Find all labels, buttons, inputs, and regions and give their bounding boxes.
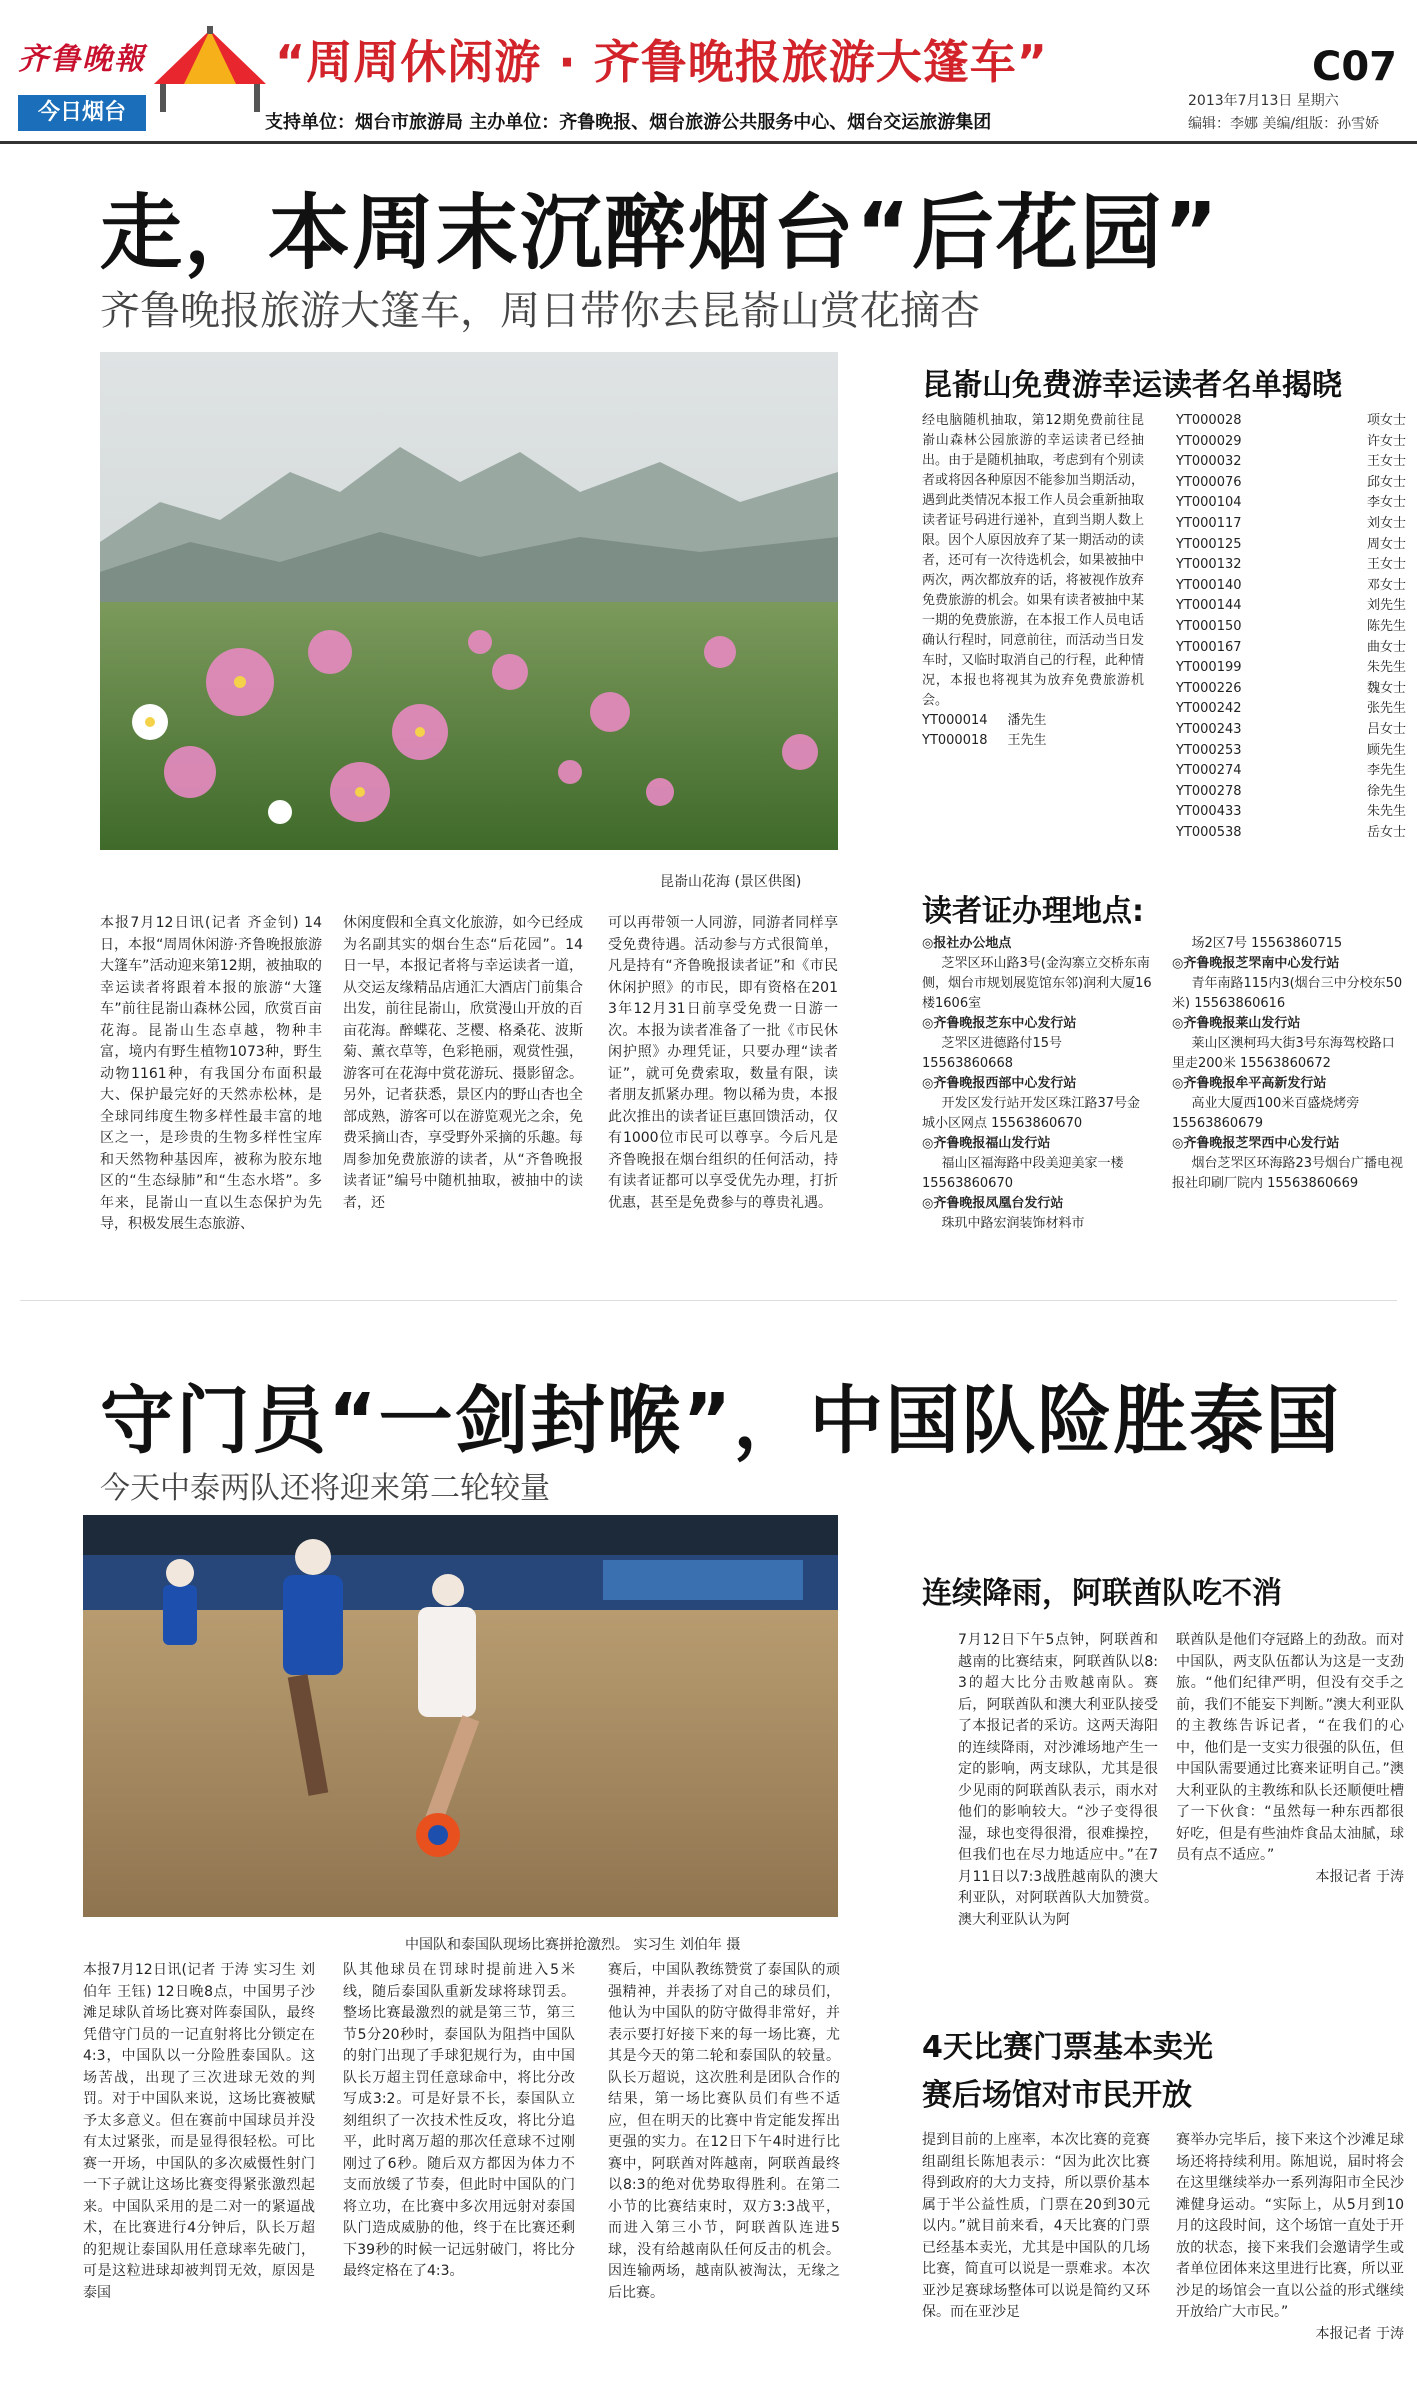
winner-id: YT000243 (1176, 721, 1242, 737)
winner-row (1176, 823, 1406, 844)
editor-credit: 编辑：李娜 美编/组版：孙雪娇 (1188, 116, 1380, 132)
winner-id: YT000150 (1176, 618, 1242, 634)
winner-id: YT000253 (1176, 742, 1242, 758)
winner-id: YT000018 (922, 733, 988, 748)
winner-name: 陈先生 (1366, 618, 1406, 634)
winner-name: 王先生 (1007, 733, 1047, 748)
side3-title-2: 赛后场馆对市民开放 (922, 2078, 1192, 2113)
winner-id: YT000132 (1176, 557, 1242, 573)
winner-id: YT000278 (1176, 783, 1242, 799)
page-number: C07 (1311, 44, 1397, 90)
location-address: 场2区7号 15563860715 (1191, 936, 1343, 951)
winner-row (1176, 782, 1406, 803)
side2-column-2-text: 联酋队是他们夺冠路上的劲敌。而对中国队，两支队伍都认为这是一支劲旅。“他们纪律严明，但没有交手之前，我们不能妄下判断。”澳大利亚队的主教练告诉记者，“在我们的心中，他们是一支实力很强的队伍，但中国队需要通过比赛来证明自己。”澳大利亚队的主教练和队长还顺便吐槽了一下伙食：“虽然每一种东西都很好吃，但是有些油炸食品太油腻，球员有点不适应。” (1176, 1632, 1404, 1863)
header-divider (0, 141, 1417, 144)
side3-column-2 (1176, 2130, 1404, 2345)
winner-row (1176, 596, 1406, 617)
winner-id: YT000032 (1176, 454, 1242, 470)
story2-column-1: 本报7月12日讯(记者 于涛 实习生 刘伯年 王钰) 12日晚8点，中国男子沙滩足球队首场比赛对阵泰国队，最终凭借守门员的一记直射将比分锁定在4:3，中国队以一分险胜泰国队。这场苦战，出现了三次进球无效的判罚。对于中国队来说，这场比赛被赋予太多意义。但在赛前中国球员并没有太过紧张，而是显得很轻松。可比赛一开场，中国队的多次威慑性射门一下子就让这场比赛变得紧张激烈起来。中国队采用的是二对一的紧逼战术，在比赛进行4分钟后，队长万超的犯规让泰国队用任意球率先破门，可是这粒进球却被判罚无效，原因是泰国 (83, 1962, 315, 2301)
beach-soccer-photo (83, 1515, 838, 1917)
side2-column-2 (1176, 1630, 1404, 1888)
winner-row (1176, 638, 1406, 659)
winner-name: 李先生 (1366, 763, 1406, 779)
story1-headline: 走，本周末沉醉烟台“后花园” (100, 186, 1220, 281)
locations-column-1 (922, 934, 1152, 1234)
winner-row (1176, 720, 1406, 741)
side2-column-1: 7月12日下午5点钟，阿联酋和越南的比赛结束，阿联酋队以8:3的超大比分击败越南队。赛后，阿联酋队和澳大利亚队接受了本报记者的采访。这两天海阳的连续降雨，对沙滩场地产生一定的影响，两支球队，尤其是很少见雨的阿联酋队表示，雨水对他们的影响较大。“沙子变得很湿，球也变得很滑，很难操控，但我们也在尽力地适应中。”在7月11日以7:3战胜越南队的澳大利亚队，对阿联酋队大加赞赏。澳大利亚队认为阿 (958, 1632, 1158, 1928)
sponsor-line: 支持单位：烟台市旅游局 主办单位：齐鲁晚报、烟台旅游公共服务中心、烟台交运旅游集团 (265, 112, 992, 133)
side3-title-1: 4天比赛门票基本卖光 (922, 2030, 1213, 2065)
story-divider (20, 1300, 1397, 1301)
location-name: ◎齐鲁晚报莱山发行站 (1172, 1016, 1301, 1031)
winner-id: YT000199 (1176, 660, 1242, 676)
location-name: ◎齐鲁晚报芝东中心发行站 (922, 1016, 1077, 1031)
winner-row (1176, 452, 1406, 473)
location-name: ◎齐鲁晚报福山发行站 (922, 1136, 1051, 1151)
location-name: ◎齐鲁晚报凤凰台发行站 (922, 1196, 1064, 1211)
issue-date: 2013年7月13日 星期六 (1188, 93, 1339, 109)
winner-row (1176, 493, 1406, 514)
winner-name: 徐先生 (1366, 783, 1406, 799)
location-address: 青年南路115内3(烟台三中分校东50米) 15563860616 (1172, 976, 1403, 1011)
winner-row (1176, 535, 1406, 556)
winner-row (1176, 411, 1406, 432)
winner-name: 项女士 (1366, 413, 1406, 428)
newspaper-logo: 齐鲁晚報 (18, 42, 146, 77)
winner-id: YT000125 (1176, 536, 1242, 552)
winner-row (1176, 617, 1406, 638)
winner-name: 魏女士 (1366, 680, 1406, 696)
winner-name: 李女士 (1366, 495, 1406, 511)
column-banner: “周周休闲游 · 齐鲁晚报旅游大篷车” (275, 35, 1048, 89)
winners-box-title: 昆嵛山免费游幸运读者名单揭晓 (922, 368, 1342, 403)
winner-id: YT000029 (1176, 433, 1242, 449)
winner-name: 顾先生 (1366, 742, 1406, 758)
story2-headline: 守门员“一剑封喉”，中国队险胜泰国 (100, 1378, 1342, 1464)
winner-name: 邱女士 (1366, 474, 1406, 490)
winner-name: 许女士 (1366, 433, 1406, 449)
story1-column-3: 可以再带领一人同游，同游者同样享受免费待遇。活动参与方式很简单，凡是持有“齐鲁晚报读者证”和《市民休闲护照》的市民，即有资格在2013年12月31日前享受免费一日游一次。本报为读者准备了一批《市民休闲护照》办理凭证，只要办理“读者证”，就可免费索取，数量有限，读者朋友抓紧办理。物以稀为贵，本报此次推出的读者证巨惠回馈活动，仅有1000位市民可以尊享。今后凡是齐鲁晚报在烟台组织的任何活动，持有读者证都可以享受优先办理，打折优惠，甚至是免费参与的尊贵礼遇。 (608, 915, 838, 1211)
location-address: 莱山区澳柯玛大街3号东海驾校路口里走200米 15563860672 (1172, 1036, 1395, 1071)
locations-title: 读者证办理地点: (922, 894, 1144, 929)
location-address: 芝罘区进德路付15号 15563860668 (922, 1036, 1063, 1071)
winner-row (922, 711, 1144, 731)
tent-icon (150, 26, 270, 116)
winner-row (1176, 473, 1406, 494)
winner-name: 邓女士 (1366, 577, 1406, 593)
story1-photo-caption: 昆嵛山花海 (景区供图) (660, 874, 802, 890)
location-name: ◎齐鲁晚报西部中心发行站 (922, 1076, 1077, 1091)
story1-column-1: 本报7月12日讯(记者 齐金钊) 14日，本报“周周休闲游·齐鲁晚报旅游大篷车”活动迎来第12期，被抽取的幸运读者将跟着本报的旅游“大篷车”前往昆嵛山森林公园，欣赏百亩花海。昆嵛山生态卓越，物种丰富，境内有野生植物1073种，野生动物1161种，有我国分布面积最大、保护最完好的天然赤松林，是全球同纬度生物多样性最丰富的地区之一，是珍贵的生物多样性宝库和天然物种基因库，被称为胶东地区的“生态绿肺”和“生态水塔”。多年来，昆嵛山一直以生态保护为先导，积极发展生态旅游、 (100, 915, 322, 1232)
winner-name: 刘女士 (1366, 515, 1406, 531)
section-tag: 今日烟台 (18, 95, 146, 131)
winner-id: YT000226 (1176, 680, 1242, 696)
story2-column-2: 队其他球员在罚球时提前进入5米线，随后泰国队重新发球将球罚丢。整场比赛最激烈的就是第三节，第三节5分20秒时，泰国队为阻挡中国队的射门出现了手球犯规行为，由中国队长万超主罚任意球命中，将比分改写成3:2。可是好景不长，泰国队立刻组织了一次技术性反攻，将比分追平，此时离万超的那次任意球不过刚刚过了6秒。随后双方都因为体力不支而放缓了节奏，但此时中国队的门将立功，在比赛中多次用远射对泰国队门造成威胁的他，终于在比赛还剩下39秒的时候一记远射破门，将比分最终定格在了4:3。 (343, 1962, 575, 2279)
story2-column-3: 赛后，中国队教练赞赏了泰国队的顽强精神，并表扬了对自己的球员们，他认为中国队的防守做得非常好，并表示要打好接下来的每一场比赛，尤其是今天的第二轮和泰国队的较量。队长万超说，这次胜利是团队合作的结果，第一场比赛队员们有些不适应，但在明天的比赛中肯定能发挥出更强的实力。在12日下午4时进行比赛中，阿联酋对阵越南，阿联酋最终以8:3的绝对优势取得胜利。在第二小节的比赛结束时，双方3:3战平，而进入第三小节，阿联酋队连进5球，没有给越南队任何反击的机会。因连输两场，越南队被淘汰，无缘之后比赛。 (608, 1962, 840, 2301)
winner-row (1176, 555, 1406, 576)
winner-row (1176, 576, 1406, 597)
winner-name: 朱先生 (1366, 660, 1406, 676)
winner-id: YT000274 (1176, 763, 1242, 779)
winner-name: 吕女士 (1366, 721, 1406, 737)
location-address: 芝罘区环山路3号(金沟寨立交桥东南侧，烟台市规划展览馆东邻)润利大厦16楼1606室 (922, 956, 1152, 1011)
winner-row (1176, 658, 1406, 679)
side3-column-2-text: 赛举办完毕后，接下来这个沙滩足球场还将持续利用。陈旭说，届时将会在这里继续举办一系列海阳市全民沙滩健身运动。“实际上，从5月到10月的这段时间，这个场馆一直处于开放的状态，接下来我们会邀请学生或者单位团体来这里进行比赛，所以亚沙足的场馆会一直以公益的形式继续开放给广大市民。” (1176, 2132, 1404, 2320)
winner-id: YT000104 (1176, 495, 1242, 511)
story1-column-2: 休闲度假和全真文化旅游，如今已经成为名副其实的烟台生态“后花园”。14日一早，本报记者将与幸运读者一道，从交运友缘精品店通汇大酒店门前集合出发，前往昆嵛山，欣赏漫山开放的百亩花海。醉蝶花、芝樱、格桑花、波斯菊、薰衣草等，色彩艳丽，观赏性强，游客可在花海中赏花游玩、摄影留念。另外，记者获悉，景区内的野山杏也全部成熟，游客可以在游览观光之余，免费采摘山杏，享受野外采摘的乐趣。每周参加免费旅游的读者，从“齐鲁晚报读者证”编号中随机抽取，被抽中的读者，还 (343, 915, 583, 1211)
winner-name: 周女士 (1366, 536, 1406, 552)
story1-subheadline: 齐鲁晚报旅游大篷车，周日带你去昆嵛山赏花摘杏 (100, 288, 980, 334)
winner-id: YT000433 (1176, 804, 1242, 820)
winner-row (1176, 514, 1406, 535)
winner-id: YT000140 (1176, 577, 1242, 593)
winner-row (1176, 741, 1406, 762)
location-address: 福山区福海路中段美迎美家一楼 15563860670 (922, 1156, 1124, 1191)
winners-intro: 经电脑随机抽取，第12期免费前往昆嵛山森林公园旅游的幸运读者已经抽出。由于是随机抽取，考虑到有个别读者或将因各种原因不能参加当期活动，遇到此类情况本报工作人员会重新抽取读者证号码进行递补，直到当期人数上限。因个人原因放弃了某一期活动的读者，还可有一次待选机会，如果被抽中两次，两次都放弃的话，将被视作放弃免费旅游的机会。如果有读者被抽中某一期的免费旅游，在本报工作人员电话确认行程时，同意前往，而活动当日发车时，又临时取消自己的行程，此种情况，本报也将视其为放弃免费旅游机会。 (922, 413, 1144, 708)
winners-extra-list (922, 711, 1144, 751)
winner-name: 张先生 (1366, 701, 1406, 717)
location-address: 珠玑中路宏润装饰材料市 (941, 1216, 1085, 1231)
winner-row (1176, 699, 1406, 720)
locations-column-2 (1172, 934, 1406, 1194)
winner-id: YT000242 (1176, 701, 1242, 717)
winner-name: 潘先生 (1007, 713, 1047, 728)
winner-name: 朱先生 (1366, 804, 1406, 820)
location-address: 烟台芝罘区环海路23号烟台广播电视报社印刷厂院内 15563860669 (1172, 1156, 1404, 1191)
story2-subheadline: 今天中泰两队还将迎来第二轮较量 (100, 1471, 550, 1506)
winner-id: YT000144 (1176, 598, 1242, 614)
winners-box-text (922, 411, 1144, 751)
side3-byline: 本报记者 于涛 (1315, 2325, 1404, 2342)
flower-field-photo (100, 352, 838, 850)
winner-name: 岳女士 (1366, 824, 1406, 840)
winner-id: YT000167 (1176, 639, 1242, 655)
winner-row (1176, 432, 1406, 453)
winner-id: YT000076 (1176, 474, 1242, 490)
side2-byline: 本报记者 于涛 (1315, 1868, 1404, 1885)
winner-name: 王女士 (1366, 454, 1406, 470)
location-name: ◎齐鲁晚报芝罘西中心发行站 (1172, 1136, 1340, 1151)
winner-name: 王女士 (1366, 557, 1406, 573)
winner-id: YT000014 (922, 713, 988, 728)
winner-id: YT000117 (1176, 515, 1242, 531)
winner-row (1176, 802, 1406, 823)
location-name: ◎齐鲁晚报牟平高新发行站 (1172, 1076, 1327, 1091)
side2-title: 连续降雨，阿联酋队吃不消 (922, 1576, 1282, 1611)
winner-id: YT000028 (1176, 413, 1242, 428)
winner-row (1176, 679, 1406, 700)
winner-row (922, 731, 1144, 751)
location-address: 开发区发行站开发区珠江路37号金城小区网点 15563860670 (922, 1096, 1141, 1131)
winner-name: 曲女士 (1366, 639, 1406, 655)
winner-id: YT000538 (1176, 824, 1242, 840)
winner-name: 刘先生 (1366, 598, 1406, 614)
location-name: ◎齐鲁晚报芝罘南中心发行站 (1172, 956, 1340, 971)
winner-row (1176, 761, 1406, 782)
story2-photo-caption: 中国队和泰国队现场比赛拼抢激烈。 实习生 刘伯年 摄 (405, 1937, 741, 1953)
location-address: 高业大厦西100米百盛烧烤旁 15563860679 (1172, 1096, 1360, 1131)
winners-list (1176, 411, 1406, 843)
location-name: ◎报社办公地点 (922, 936, 1012, 951)
side3-column-1: 提到目前的上座率，本次比赛的竞赛组副组长陈旭表示：“因为此次比赛得到政府的大力支持，所以票价基本属于半公益性质，门票在20到30元以内。”就目前来看，4天比赛的门票已经基本卖光，尤其是中国队的几场比赛，简直可以说是一票难求。本次亚沙足赛球场整体可以说是简约又环保。而在亚沙足 (922, 2132, 1150, 2320)
